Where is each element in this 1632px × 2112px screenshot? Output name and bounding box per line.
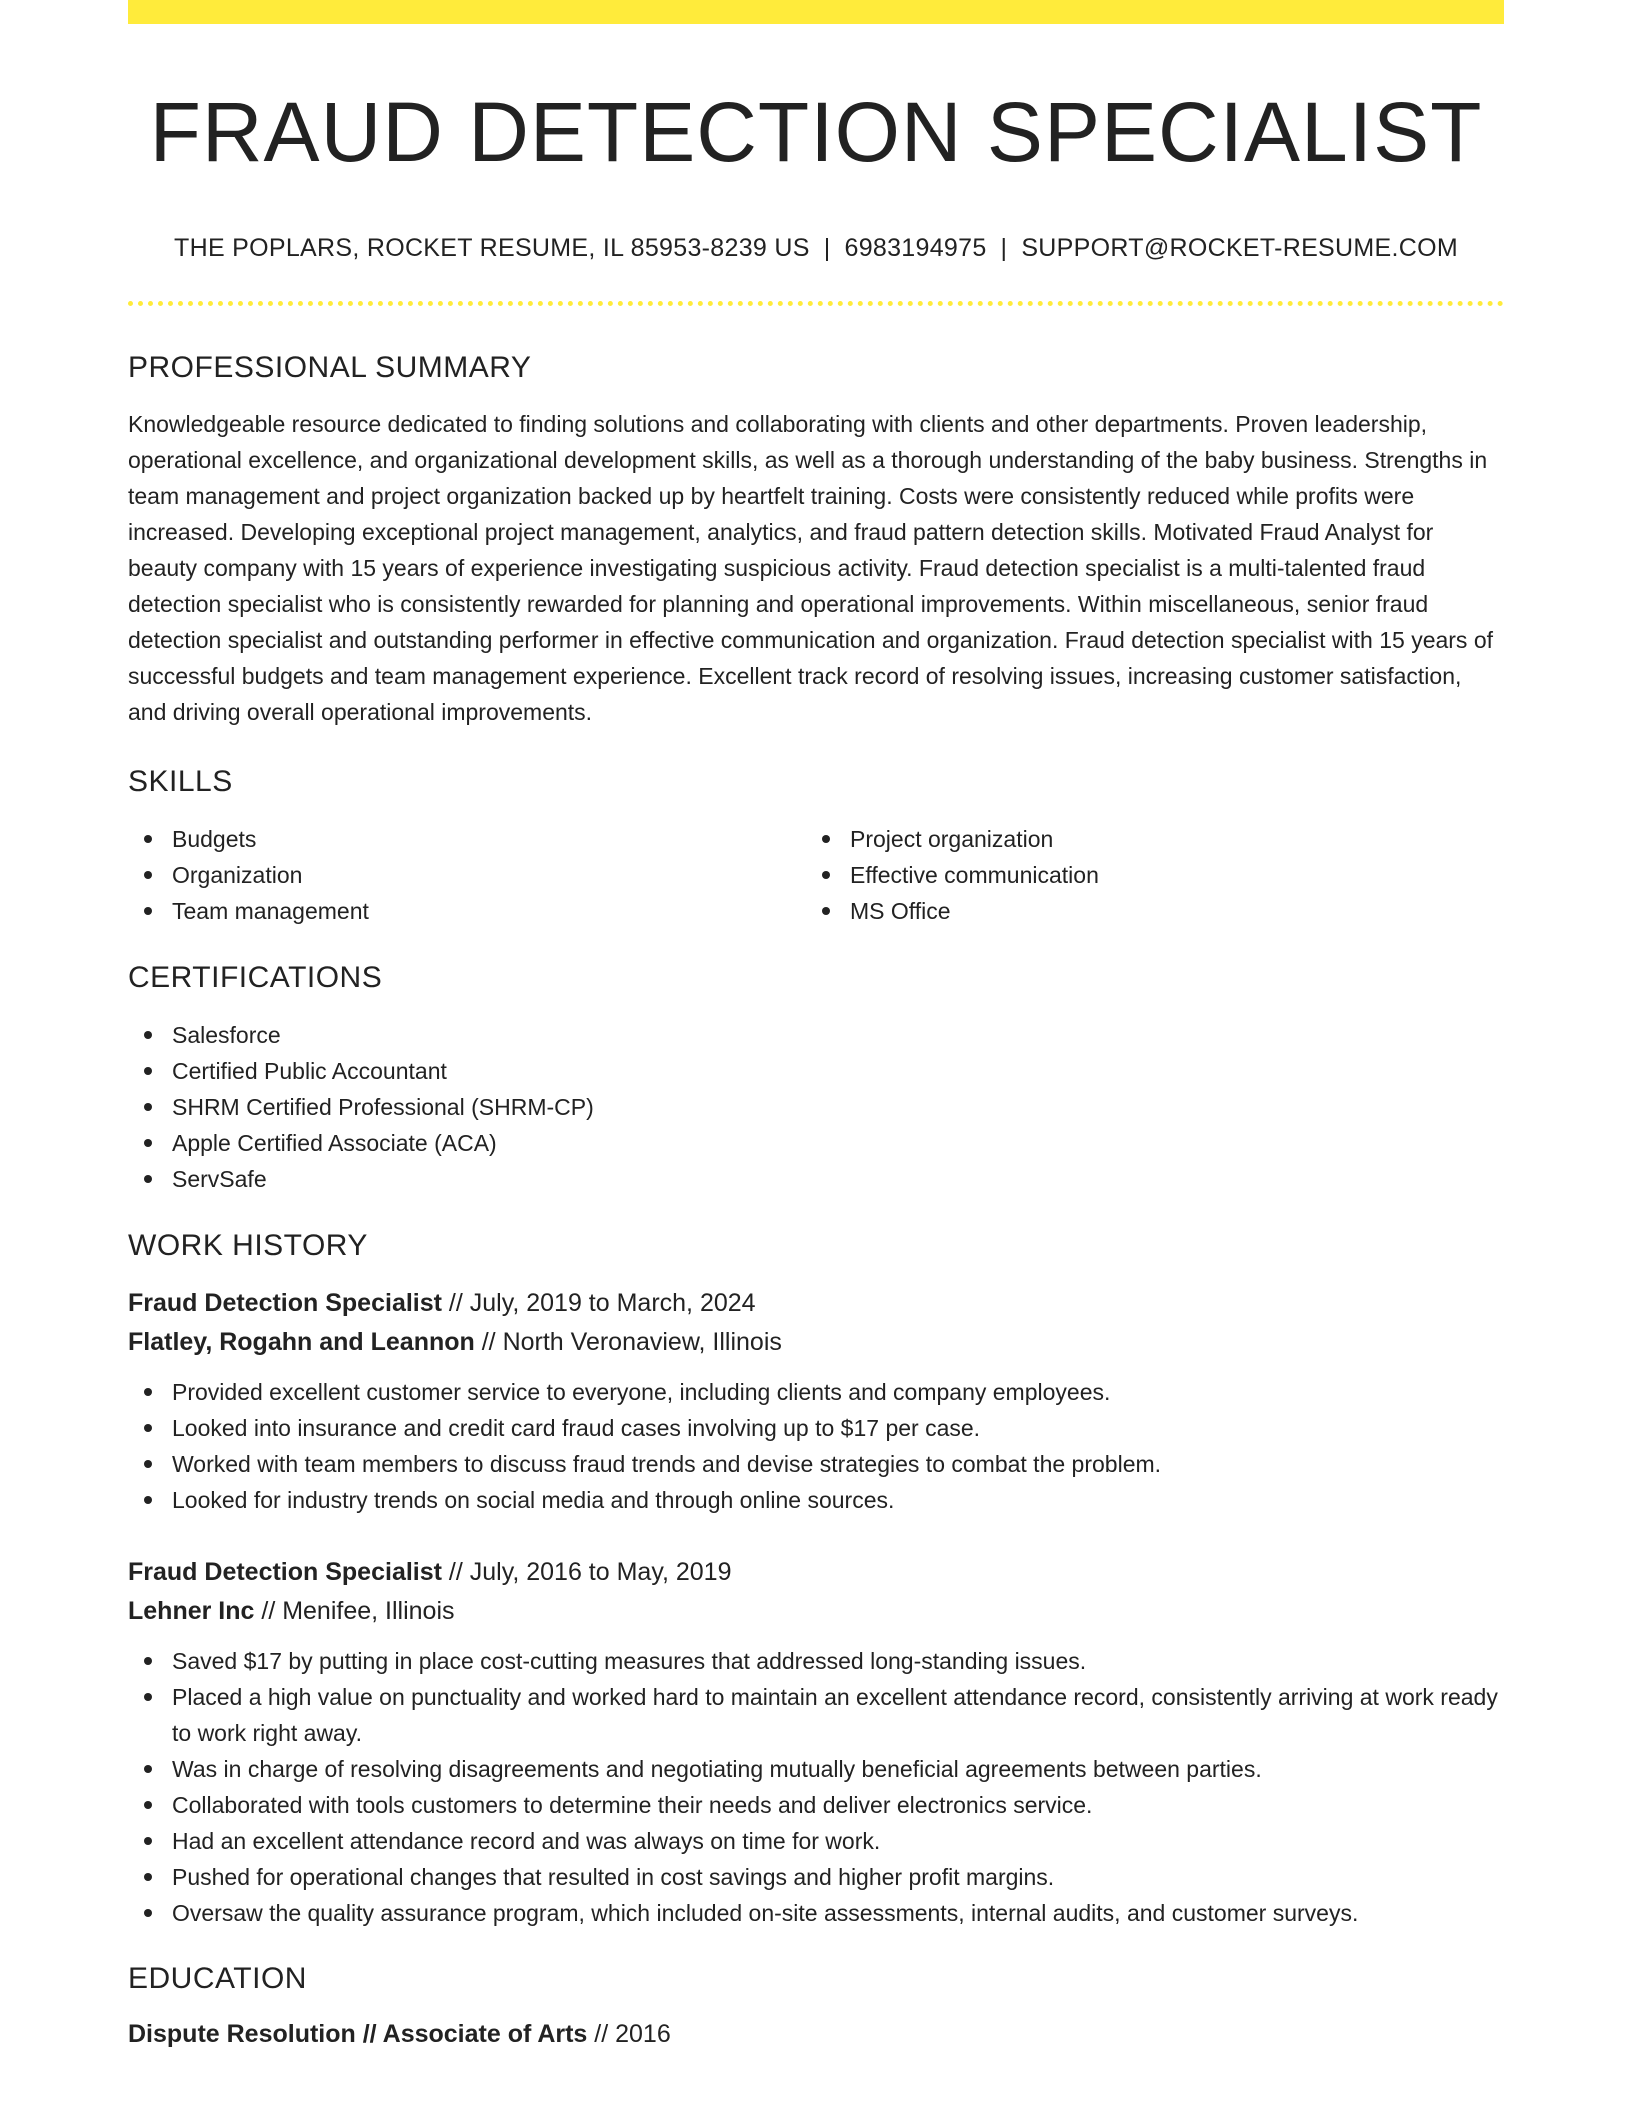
certification-item: Certified Public Accountant — [128, 1053, 1504, 1089]
job-duty-item: Worked with team members to discuss fraud trends and devise strategies to combat the problem. — [128, 1446, 1504, 1482]
contact-separator: | — [1000, 233, 1008, 262]
certifications-title: CERTIFICATIONS — [128, 960, 383, 994]
header-divider — [128, 301, 1504, 306]
certifications-list — [128, 1017, 1504, 1197]
job-duty-item: Collaborated with tools customers to determine their needs and deliver electronics service. — [128, 1787, 1504, 1823]
job-company: Lehner Inc — [128, 1596, 255, 1625]
job-duty-item: Pushed for operational changes that resulted in cost savings and higher profit margins. — [128, 1859, 1504, 1895]
skills-list — [128, 821, 1504, 929]
education-degree: Dispute Resolution // Associate of Arts — [128, 2019, 588, 2048]
skill-item: MS Office — [806, 893, 1484, 929]
skill-item: Team management — [128, 893, 806, 929]
education-year: // 2016 — [587, 2019, 671, 2048]
certification-item: SHRM Certified Professional (SHRM-CP) — [128, 1089, 1504, 1125]
contact-line — [128, 233, 1504, 263]
education-title: EDUCATION — [128, 1961, 307, 1995]
job-entry — [128, 1553, 1504, 1931]
certification-item: Apple Certified Associate (ACA) — [128, 1125, 1504, 1161]
certification-item: ServSafe — [128, 1161, 1504, 1197]
top-accent-bar — [128, 0, 1504, 24]
skill-item: Budgets — [128, 821, 806, 857]
resume-page — [128, 0, 1504, 2054]
work-history-title: WORK HISTORY — [128, 1228, 368, 1262]
job-entry — [128, 1284, 1504, 1518]
job-title-line — [128, 1284, 1504, 1323]
job-duty-item: Oversaw the quality assurance program, which included on-site assessments, internal audits, and customer surveys. — [128, 1895, 1504, 1931]
job-duty-item: Had an excellent attendance record and was always on time for work. — [128, 1823, 1504, 1859]
skills-title: SKILLS — [128, 764, 233, 798]
job-dates: // July, 2016 to May, 2019 — [441, 1557, 732, 1586]
job-duties — [128, 1374, 1504, 1518]
job-role: Fraud Detection Specialist — [128, 1288, 442, 1317]
certification-item: Salesforce — [128, 1017, 1504, 1053]
job-role: Fraud Detection Specialist — [128, 1557, 442, 1586]
job-duty-item: Placed a high value on punctuality and worked hard to maintain an excellent attendance record, consistently arriving at work ready to work right away. — [128, 1679, 1504, 1751]
contact-address: THE POPLARS, ROCKET RESUME, IL 85953-8239 US — [174, 233, 810, 262]
job-company-line — [128, 1592, 1504, 1631]
job-location: // Menifee, Illinois — [254, 1596, 455, 1625]
job-dates: // July, 2019 to March, 2024 — [441, 1288, 756, 1317]
contact-separator: | — [823, 233, 831, 262]
job-duty-item: Provided excellent customer service to everyone, including clients and company employees. — [128, 1374, 1504, 1410]
skills-column-right — [806, 821, 1484, 929]
job-title-line — [128, 1553, 1504, 1592]
skill-item: Organization — [128, 857, 806, 893]
skills-column-left — [128, 821, 806, 929]
job-duties — [128, 1643, 1504, 1931]
job-duty-item: Looked for industry trends on social media and through online sources. — [128, 1482, 1504, 1518]
job-duty-item: Looked into insurance and credit card fraud cases involving up to $17 per case. — [128, 1410, 1504, 1446]
summary-text: Knowledgeable resource dedicated to finding solutions and collaborating with clients and other departments. Proven leadership, operational excellence, and organizational development skills, as well as a thorough understanding of the baby business. Strengths in team management and project organization backed up by heartfelt training. Costs were consistently reduced while profits were increased. Developing exceptional project management, analytics, and fraud pattern detection skills. Motivated Fraud Analyst for beauty company with 15 years of experience investigating suspicious activity. Fraud detection specialist is a multi-talented fraud detection specialist who is consistently rewarded for planning and operational improvements. Within miscellaneous, senior fraud detection specialist and outstanding performer in effective communication and organization. Fraud detection specialist with 15 years of successful budgets and team management experience. Excellent track record of resolving issues, increasing customer satisfaction, and driving overall operational improvements. — [128, 410, 1494, 725]
education-entry — [128, 2015, 1504, 2054]
skill-item: Effective communication — [806, 857, 1484, 893]
job-company: Flatley, Rogahn and Leannon — [128, 1327, 475, 1356]
job-company-line — [128, 1323, 1504, 1362]
skill-item: Project organization — [806, 821, 1484, 857]
job-location: // North Veronaview, Illinois — [474, 1327, 782, 1356]
contact-email: SUPPORT@ROCKET-RESUME.COM — [1021, 233, 1458, 262]
resume-name: FRAUD DETECTION SPECIALIST — [149, 85, 1483, 179]
summary-title: PROFESSIONAL SUMMARY — [128, 350, 532, 384]
job-duty-item: Saved $17 by putting in place cost-cutting measures that addressed long-standing issues. — [128, 1643, 1504, 1679]
contact-phone: 6983194975 — [844, 233, 987, 262]
job-duty-item: Was in charge of resolving disagreements and negotiating mutually beneficial agreements between parties. — [128, 1751, 1504, 1787]
